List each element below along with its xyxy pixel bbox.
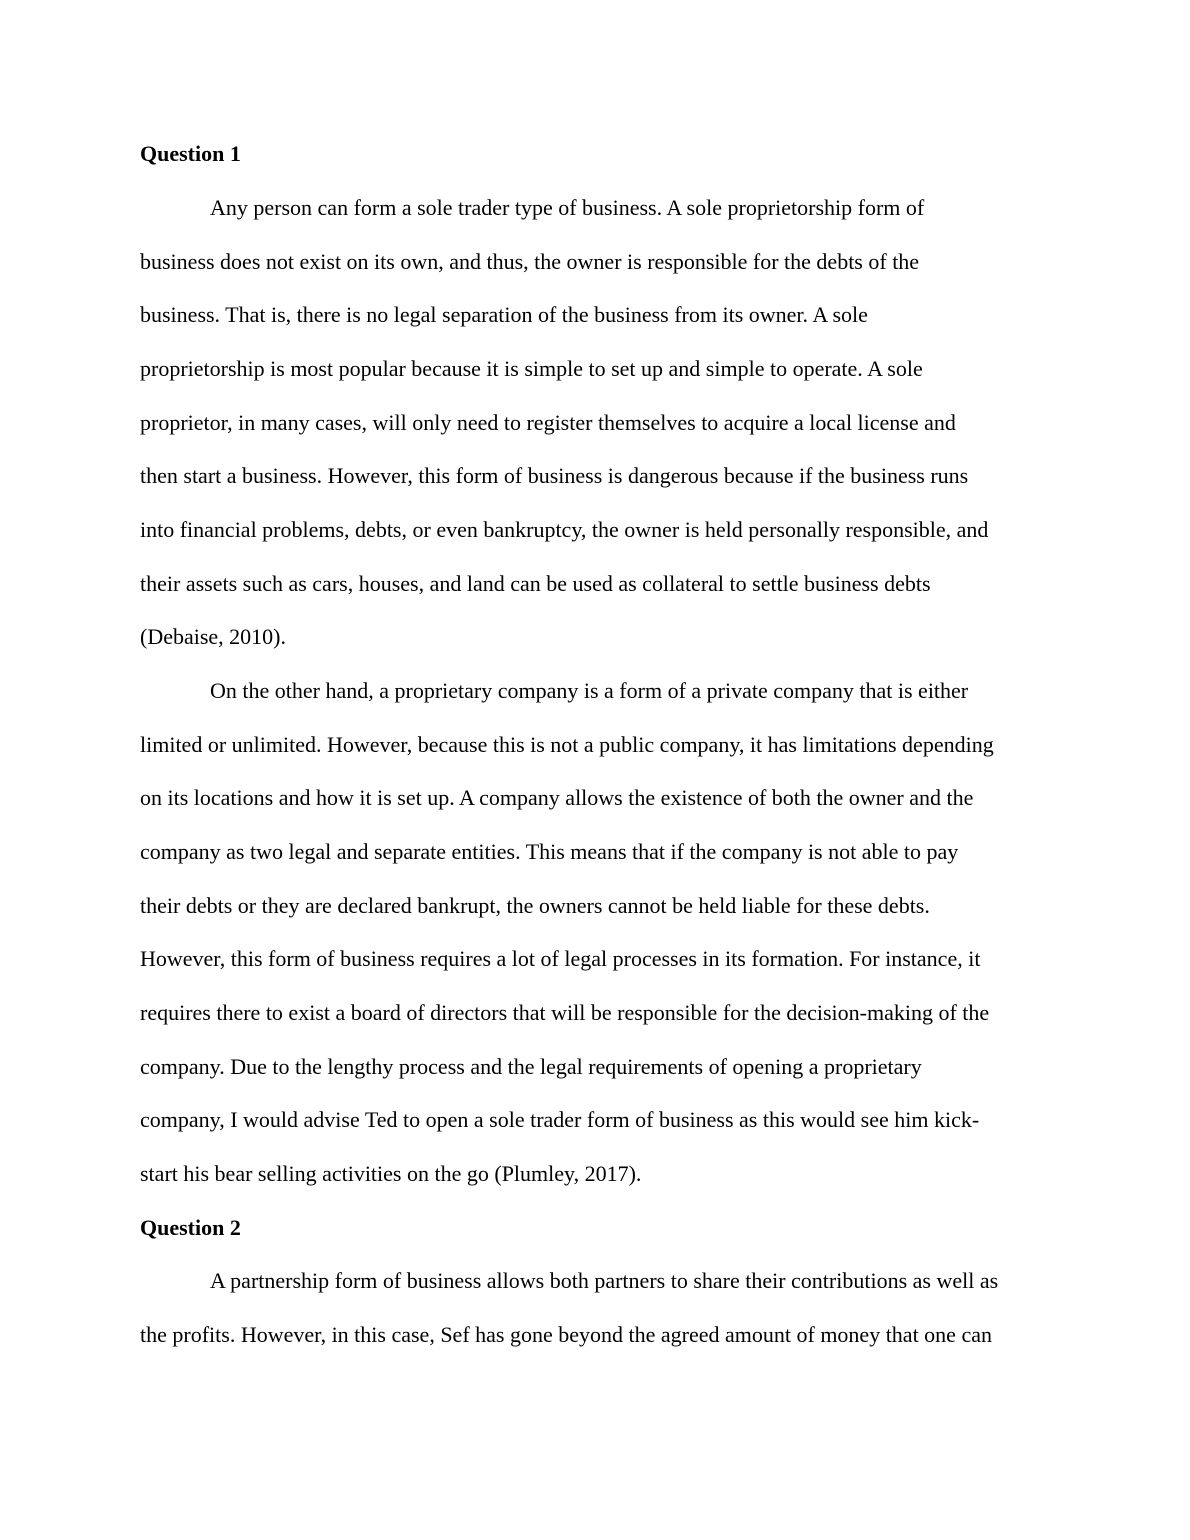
q1-paragraph-2-line: company, I would advise Ted to open a sole trader form of business as this would see him kick-: [140, 1107, 980, 1132]
q1-paragraph-1-line: proprietorship is most popular because it is simple to set up and simple to operate. A sole: [140, 356, 923, 381]
q1-paragraph-2-line: limited or unlimited. However, because this is not a public company, it has limitations depending: [140, 732, 994, 757]
q1-paragraph-2-line: On the other hand, a proprietary company is a form of a private company that is either: [210, 678, 969, 703]
q1-paragraph-1-line: (Debaise, 2010).: [140, 624, 287, 649]
q1-paragraph-2-line: their debts or they are declared bankrupt, the owners cannot be held liable for these debts.: [140, 893, 930, 918]
q1-paragraph-2-line: start his bear selling activities on the go (Plumley, 2017).: [140, 1161, 642, 1186]
q1-paragraph-2-line: However, this form of business requires a lot of legal processes in its formation. For instance, it: [140, 946, 981, 971]
question-2-heading: Question 2: [140, 1215, 241, 1240]
q1-paragraph-2-line: on its locations and how it is set up. A company allows the existence of both the owner and the: [140, 785, 974, 810]
q1-paragraph-1-line: their assets such as cars, houses, and land can be used as collateral to settle business debts: [140, 571, 931, 596]
q2-paragraph-1-line: A partnership form of business allows both partners to share their contributions as well as: [210, 1268, 999, 1293]
q1-paragraph-1-line: business. That is, there is no legal separation of the business from its owner. A sole: [140, 302, 868, 327]
q1-paragraph-2-line: company. Due to the lengthy process and the legal requirements of opening a proprietary: [140, 1054, 922, 1079]
question-1-heading: Question 1: [140, 141, 241, 166]
q1-paragraph-1-line: proprietor, in many cases, will only need to register themselves to acquire a local license and: [140, 410, 956, 435]
q1-paragraph-2-line: requires there to exist a board of directors that will be responsible for the decision-making of the: [140, 1000, 990, 1025]
q1-paragraph-2-line: company as two legal and separate entities. This means that if the company is not able to pay: [140, 839, 959, 864]
q1-paragraph-1-line: business does not exist on its own, and thus, the owner is responsible for the debts of the: [140, 249, 920, 274]
q2-paragraph-1-line: the profits. However, in this case, Sef has gone beyond the agreed amount of money that one can: [140, 1322, 992, 1347]
q1-paragraph-1-line: Any person can form a sole trader type of business. A sole proprietorship form of: [210, 195, 925, 220]
q1-paragraph-1-line: then start a business. However, this form of business is dangerous because if the business runs: [140, 463, 969, 488]
q1-paragraph-1-line: into financial problems, debts, or even bankruptcy, the owner is held personally responsible, and: [140, 517, 989, 542]
